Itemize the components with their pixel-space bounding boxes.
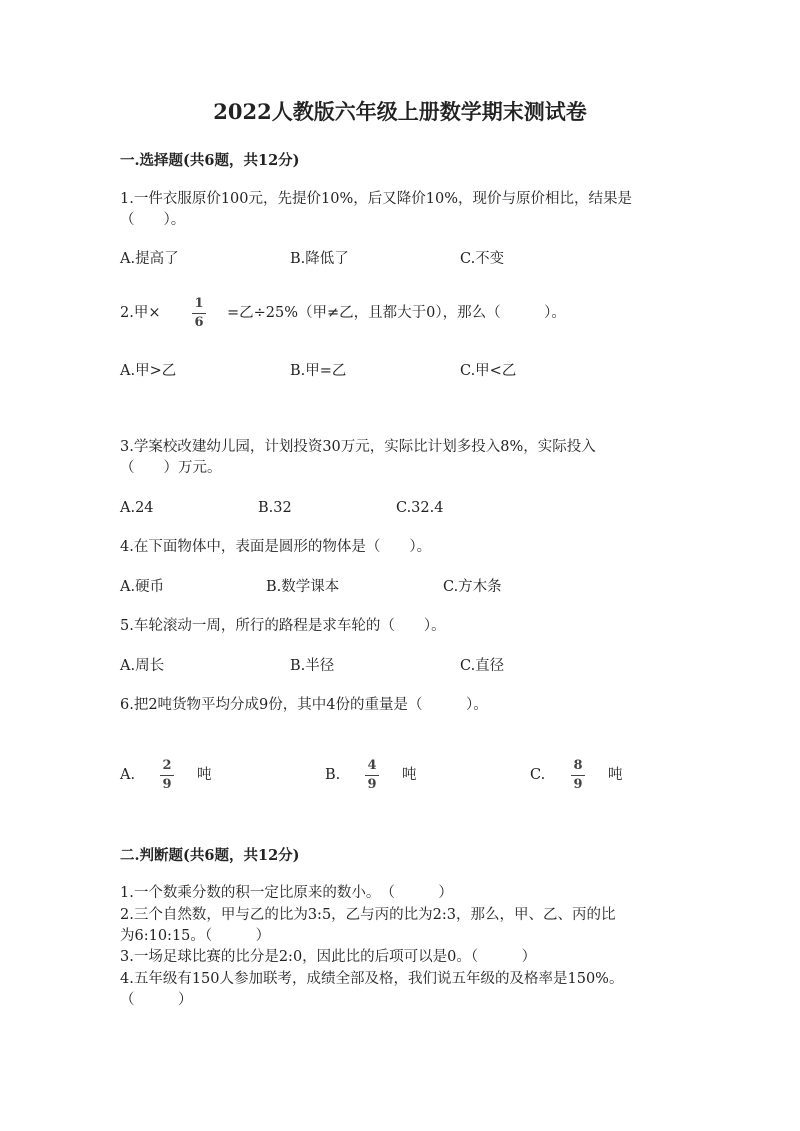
page-title: 2022人教版六年级上册数学期末测试卷 xyxy=(213,99,587,124)
q3-option-b[interactable]: B.32 xyxy=(258,500,292,516)
section2-heading: 二.判断题(共6题，共12分) xyxy=(120,847,300,864)
q4-option-c[interactable]: C.方木条 xyxy=(443,579,502,595)
q4-option-b[interactable]: B.数学课本 xyxy=(266,579,340,595)
q6-option-c-denominator: 9 xyxy=(573,777,583,792)
q1-text-line1: 1.一件衣服原价100元，先提价10%，后又降价10%，现价与原价相比，结果是 xyxy=(120,191,632,207)
fraction-bar xyxy=(160,775,174,776)
q3-option-c[interactable]: C.32.4 xyxy=(396,500,444,516)
q5-text: 5.车轮滚动一周，所行的路程是求车轮的（ ）。 xyxy=(120,618,446,634)
section1-heading: 一.选择题(共6题，共12分) xyxy=(120,152,300,169)
q6-option-c-unit: 吨 xyxy=(608,767,623,783)
q6-option-c-numerator: 8 xyxy=(573,758,583,773)
q6-option-a-label[interactable]: A. xyxy=(120,767,136,783)
judge-line-5: 4.五年级有150人参加联考，成绩全部及格，我们说五年级的及格率是150%。 xyxy=(120,971,624,987)
q1-text-line2: （ ）。 xyxy=(120,212,186,228)
q6-option-c-label[interactable]: C. xyxy=(530,767,546,783)
q6-option-a-fraction xyxy=(160,758,174,792)
q3-text-line2: （ ）万元。 xyxy=(120,460,222,476)
q2-fraction xyxy=(192,296,206,330)
judge-line-1: 1.一个数乘分数的积一定比原来的数小。 （ ） xyxy=(120,885,453,901)
judge-line-2: 2.三个自然数，甲与乙的比为3:5，乙与丙的比为2:3，那么，甲、乙、丙的比 xyxy=(120,907,616,923)
q1-option-a[interactable]: A.提高了 xyxy=(120,251,179,267)
fraction-bar xyxy=(571,775,585,776)
fraction-bar xyxy=(365,775,379,776)
judge-line-3: 为6:10:15。（ ） xyxy=(120,928,271,944)
q5-option-b[interactable]: B.半径 xyxy=(290,658,335,674)
q6-option-c-fraction xyxy=(571,758,585,792)
q3-option-a[interactable]: A.24 xyxy=(120,500,154,516)
q2-option-c[interactable]: C.甲<乙 xyxy=(460,363,517,379)
q2-fraction-denominator: 6 xyxy=(194,315,204,330)
q6-option-a-unit: 吨 xyxy=(197,767,212,783)
q2-text-suffix: =乙÷25%（甲≠乙，且都大于0），那么（ ）。 xyxy=(227,305,566,321)
q4-text: 4.在下面物体中，表面是圆形的物体是（ ）。 xyxy=(120,539,432,555)
q1-option-b[interactable]: B.降低了 xyxy=(290,251,349,267)
q6-option-b-numerator: 4 xyxy=(367,758,377,773)
q6-option-b-fraction xyxy=(365,758,379,792)
q6-option-a-denominator: 9 xyxy=(162,777,172,792)
q3-text-line1: 3.学案校改建幼儿园，计划投资30万元，实际比计划多投入8%，实际投入 xyxy=(120,439,596,455)
q2-option-a[interactable]: A.甲>乙 xyxy=(120,363,177,379)
q6-option-b-label[interactable]: B. xyxy=(325,767,341,783)
q6-text: 6.把2吨货物平均分成9份，其中4份的重量是（ ）。 xyxy=(120,697,488,713)
q2-text-prefix: 2.甲× xyxy=(120,305,161,321)
q2-option-b[interactable]: B.甲=乙 xyxy=(290,363,347,379)
q5-option-a[interactable]: A.周长 xyxy=(120,658,165,674)
q6-option-b-unit: 吨 xyxy=(402,767,417,783)
judge-line-4: 3.一场足球比赛的比分是2:0，因此比的后项可以是0。（ ） xyxy=(120,949,537,965)
q6-option-b-denominator: 9 xyxy=(367,777,377,792)
q1-option-c[interactable]: C.不变 xyxy=(460,251,505,267)
q2-fraction-numerator: 1 xyxy=(194,296,204,311)
fraction-bar xyxy=(192,313,206,314)
q4-option-a[interactable]: A.硬币 xyxy=(120,579,165,595)
judge-line-6: （ ） xyxy=(120,992,193,1008)
q6-option-a-numerator: 2 xyxy=(162,758,172,773)
q5-option-c[interactable]: C.直径 xyxy=(460,658,505,674)
